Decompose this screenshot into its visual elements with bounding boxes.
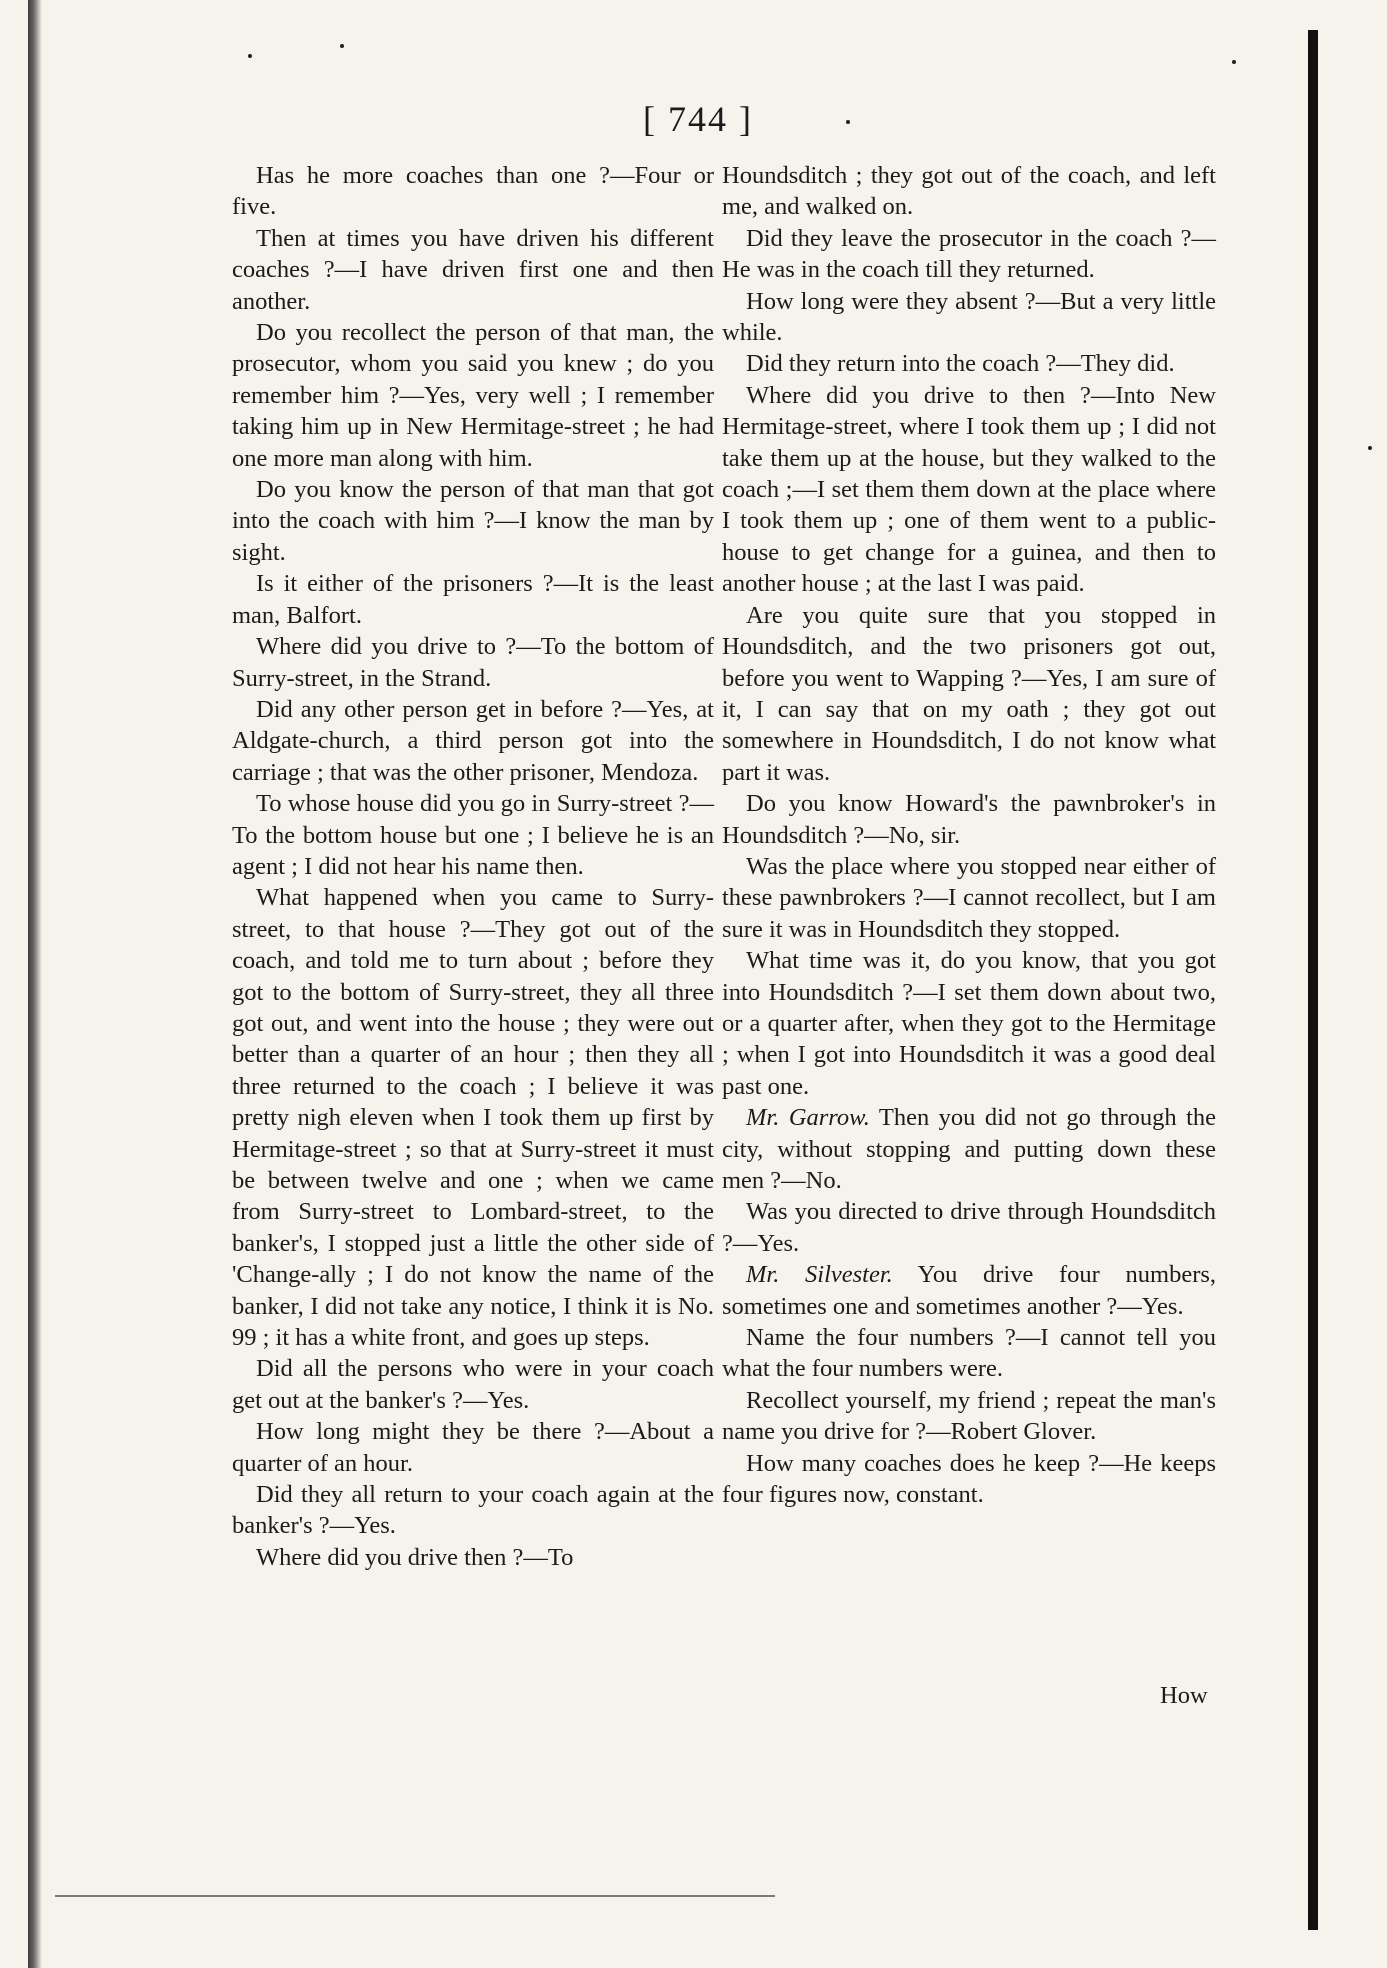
paragraph-text: What time was it, do you know, that you got into Houndsditch ?—I set them down about two, or a quarter after, when they got to the Hermitage ; when I got into Houndsditch it was a good deal past one.: [722, 947, 1216, 1100]
paragraph-text: Houndsditch ; they got out of the coach, and left me, and walked on.: [722, 162, 1216, 221]
ink-speck: [248, 54, 252, 58]
ink-speck: [340, 44, 344, 48]
right-paragraph: [722, 286, 1216, 349]
paragraph-text: Do you know Howard's the pawnbroker's in Houndsditch ?—No, sir.: [722, 790, 1216, 849]
right-paragraph: [722, 788, 1216, 851]
ink-speck: [1232, 60, 1236, 64]
left-paragraph: How long might they be there ?—About a quarter of an hour.: [232, 1418, 714, 1477]
left-paragraph: Is it either of the prisoners ?—It is the least man, Balfort.: [232, 570, 714, 629]
paragraph-text: Name the four numbers ?—I cannot tell you what the four numbers were.: [722, 1324, 1216, 1383]
right-column: [722, 160, 1216, 1510]
paragraph-text: Did they return into the coach ?—They did.: [746, 350, 1175, 378]
right-paragraph: [722, 851, 1216, 945]
left-paragraph: Did any other person get in before ?—Yes, at Aldgate-church, a third person got into the carriage ; that was the other prisoner, Mendoza.: [232, 695, 714, 786]
page-edge-shadow: [1308, 30, 1318, 1930]
paragraph-text: Was the place where you stopped near either of these pawnbrokers ?—I cannot recollect, but I am sure it was in Houndsditch they stopped.: [722, 852, 1216, 943]
left-column: [232, 160, 714, 1573]
paragraph-text: Did they leave the prosecutor in the coach ?—He was in the coach till they returned.: [722, 224, 1216, 284]
left-paragraph: Did all the persons who were in your coach get out at the banker's ?—Yes.: [232, 1355, 714, 1414]
ink-speck: [1368, 446, 1372, 450]
catchword: How: [1160, 1682, 1208, 1709]
page-number: [ 744 ]: [643, 99, 753, 139]
left-paragraph: Where did you drive to ?—To the bottom of Surry-street, in the Strand.: [232, 633, 714, 692]
left-paragraph: Do you recollect the person of that man, the prosecutor, whom you said you knew ; do you remember him ?—Yes, very well ; I remember taking him up in New Hermitage-street ; he had one more man along with him.: [232, 319, 714, 472]
right-paragraph: [722, 380, 1216, 600]
speaker-name: Mr. Silvester.: [746, 1261, 893, 1289]
paragraph-text: How long were they absent ?—But a very little while.: [722, 287, 1216, 347]
paragraph-text: Are you quite sure that you stopped in Houndsditch, and the two prisoners got out, before you went to Wapping ?—Yes, I am sure of it, I can say that on my oath ; they got out somewhere in Houndsditch, I do not know what part it was.: [722, 601, 1216, 786]
right-paragraph: [722, 160, 1216, 223]
paragraph-text: Recollect yourself, my friend ; repeat the man's name you drive for ?—Robert Glover.: [722, 1386, 1216, 1446]
ink-speck: [846, 120, 850, 124]
right-paragraph: [722, 348, 1216, 379]
bottom-rule: [55, 1895, 775, 1897]
right-paragraph: [722, 600, 1216, 788]
right-paragraph: [722, 1196, 1216, 1259]
paragraph-text: How many coaches does he keep ?—He keeps four figures now, constant.: [722, 1449, 1216, 1509]
speaker-name: Mr. Garrow.: [746, 1104, 870, 1132]
left-paragraph: Then at times you have driven his different coaches ?—I have driven first one and then another.: [232, 224, 714, 315]
paragraph-text: Was you directed to drive through Houndsditch ?—Yes.: [722, 1198, 1216, 1257]
paragraph-text: Then you did not go through the city, without stopping and putting down these men ?—No.: [722, 1104, 1216, 1194]
left-paragraph: To whose house did you go in Surry-street ?—To the bottom house but one ; I believe he is an agent ; I did not hear his name then.: [232, 790, 714, 880]
right-paragraph: [722, 223, 1216, 286]
left-paragraph: Has he more coaches than one ?—Four or five.: [232, 162, 714, 221]
left-paragraph: Where did you drive then ?—To: [256, 1543, 574, 1571]
right-paragraph: [722, 1385, 1216, 1448]
paragraph-text: Where did you drive to then ?—Into New Hermitage-street, where I took them up ; I did not take them up at the house, but they walked to the coach ;—I set them them down at the place where I took them up ; one of them went to a public-house to get change for a guinea, and then to another house ; at the last I was paid.: [722, 381, 1216, 598]
left-paragraph: Do you know the person of that man that got into the coach with him ?—I know the man by sight.: [232, 476, 714, 566]
left-paragraph: Did they all return to your coach again at the banker's ?—Yes.: [232, 1481, 714, 1540]
page-binding-shadow: [28, 0, 42, 1968]
left-paragraph: What happened when you came to Surry-street, to that house ?—They got out of the coach, and told me to turn about ; before they got to the bottom of Surry-street, they all three got out, and went into the house ; they were out better than a quarter of an hour ; then they all three returned to the coach ; I believe it was pretty nigh eleven when I took them up first by Hermitage-street ; so that at Surry-street it must be between twelve and one ; when we came from Surry-street to Lombard-street, to the banker's, I stopped just a little the other side of 'Change-ally ; I do not know the name of the banker, I did not take any notice, I think it is No. 99 ; it has a white front, and goes up steps.: [232, 884, 714, 1352]
right-paragraph: [722, 1448, 1216, 1511]
paragraph-text: You drive four numbers, sometimes one and sometimes another ?—Yes.: [722, 1261, 1217, 1320]
right-paragraph: [722, 1102, 1216, 1196]
right-paragraph: [722, 945, 1216, 1102]
right-paragraph: [722, 1259, 1216, 1322]
right-paragraph: [722, 1322, 1216, 1385]
